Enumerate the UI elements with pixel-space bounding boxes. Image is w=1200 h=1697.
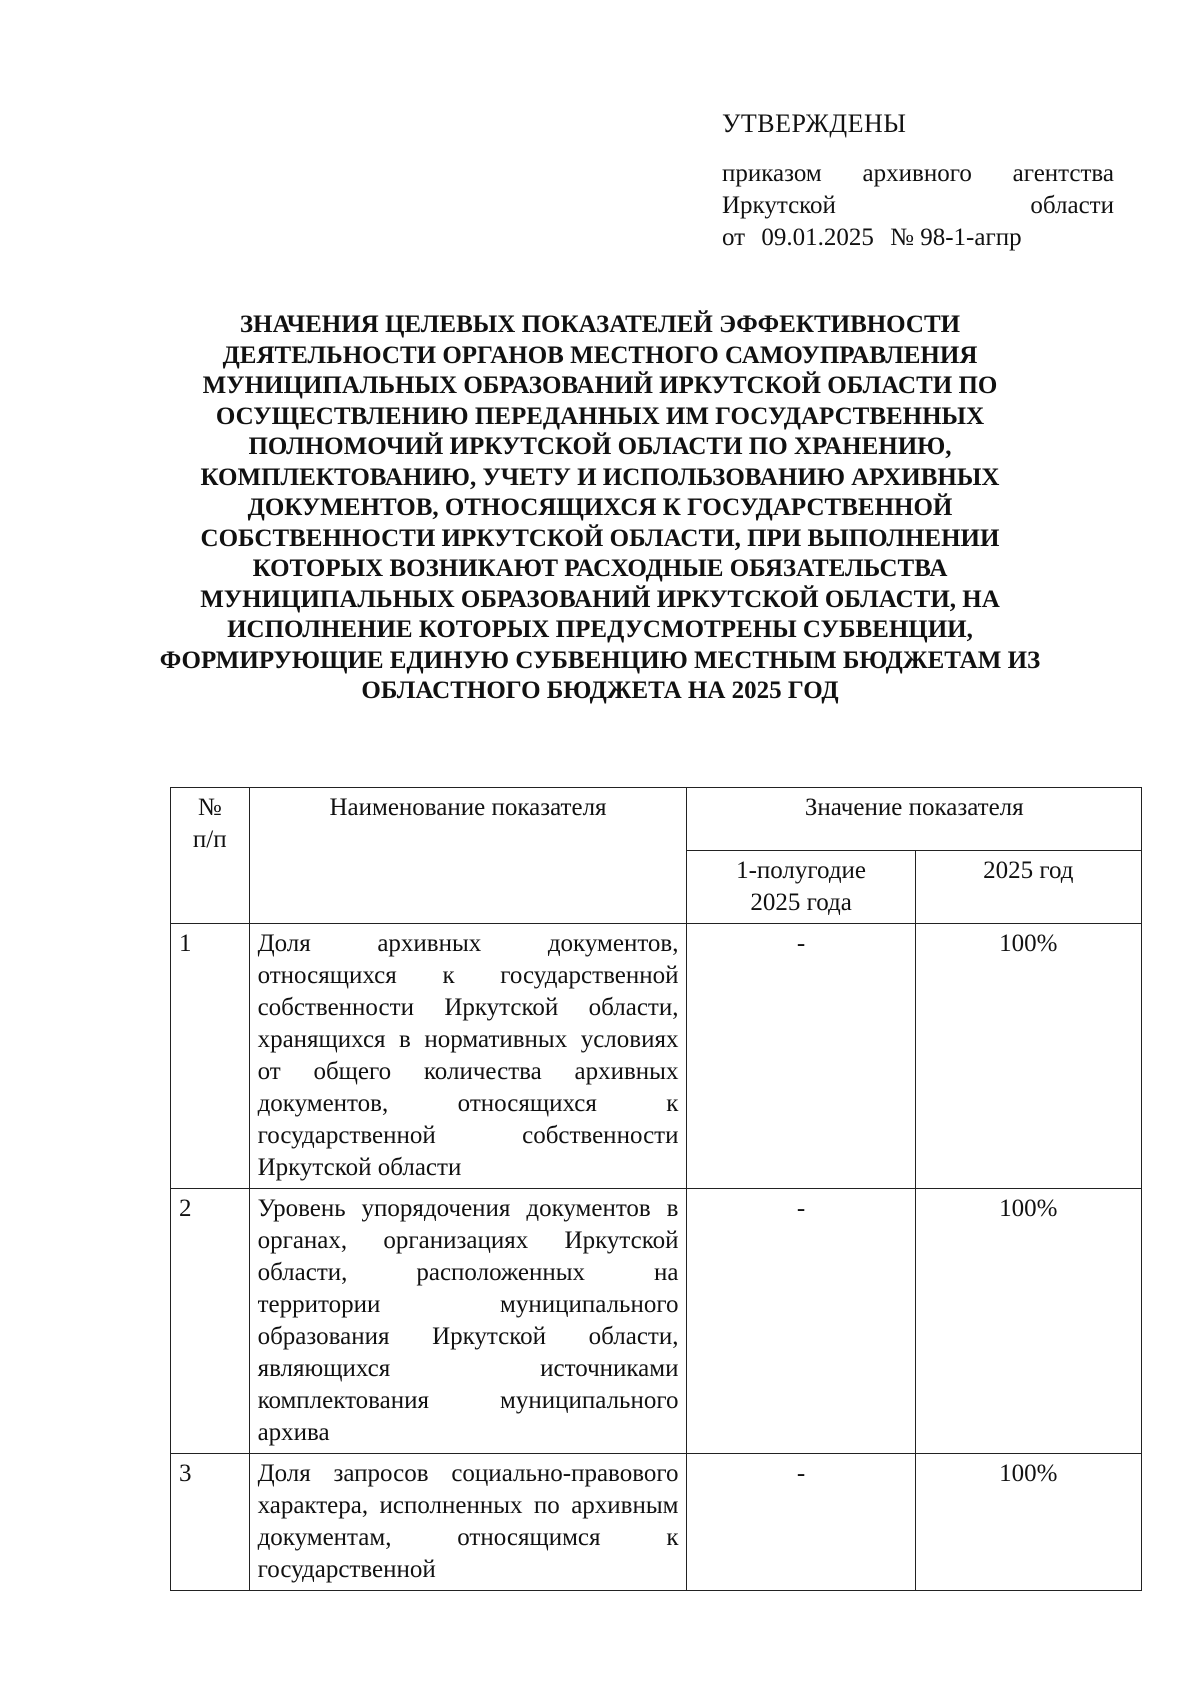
header-half-year-line1: 1-полугодие xyxy=(736,857,867,884)
row-year-value: 100% xyxy=(915,924,1141,1189)
header-half-year xyxy=(687,851,915,924)
row-half-year-value: - xyxy=(687,924,915,1189)
approval-line-region xyxy=(722,190,1114,222)
row-number: 3 xyxy=(171,1454,250,1591)
row-number: 2 xyxy=(171,1189,250,1454)
document-title: ЗНАЧЕНИЯ ЦЕЛЕВЫХ ПОКАЗАТЕЛЕЙ ЭФФЕКТИВНОСТИ ДЕЯТЕЛЬНОСТИ ОРГАНОВ МЕСТНОГО САМОУПРАВЛЕНИЯ МУНИЦИПАЛЬНЫХ ОБРАЗОВАНИЙ ИРКУТСКОЙ ОБЛАСТИ ПО ОСУЩЕСТВЛЕНИЮ ПЕРЕДАННЫХ ИМ ГОСУДАРСТВЕННЫХ ПОЛНОМОЧИЙ ИРКУТСКОЙ ОБЛАСТИ ПО ХРАНЕНИЮ, КОМПЛЕКТОВАНИЮ, УЧЕТУ И ИСПОЛЬЗОВАНИЮ АРХИВНЫХ ДОКУМЕНТОВ, ОТНОСЯЩИХСЯ К ГОСУДАРСТВЕННОЙ СОБСТВЕННОСТИ ИРКУТСКОЙ ОБЛАСТИ, ПРИ ВЫПОЛНЕНИИ КОТОРЫХ ВОЗНИКАЮТ РАСХОДНЫЕ ОБЯЗАТЕЛЬСТВА МУНИЦИПАЛЬНЫХ ОБРАЗОВАНИЙ ИРКУТСКОЙ ОБЛАСТИ, НА ИСПОЛНЕНИЕ КОТОРЫХ ПРЕДУСМОТРЕНЫ СУБВЕНЦИИ, ФОРМИРУЮЩИЕ ЕДИНУЮ СУБВЕНЦИЮ МЕСТНЫМ БЮДЖЕТАМ ИЗ ОБЛАСТНОГО БЮДЖЕТА НА 2025 ГОД xyxy=(159,311,1041,704)
approval-line-order-by: приказом архивного агентства xyxy=(722,160,1114,187)
table-row xyxy=(171,1454,1142,1591)
header-indicator-name: Наименование показателя xyxy=(249,788,687,924)
table-header-row xyxy=(171,788,1142,851)
table-row xyxy=(171,924,1142,1189)
row-indicator-name: Уровень упорядочения документов в органах, организациях Иркутской области, расположенных на территории муниципального образования Иркутской области, являющихся источниками комплектования муниципального архива xyxy=(249,1189,687,1454)
row-year-value: 100% xyxy=(915,1454,1141,1591)
approval-oblast-word: области xyxy=(1030,192,1114,219)
header-half-year-line2: 2025 года xyxy=(750,889,852,916)
header-indicator-value: Значение показателя xyxy=(687,788,1142,851)
indicators-table xyxy=(170,787,1142,1591)
table-row xyxy=(171,1189,1142,1454)
row-indicator-name: Доля архивных документов, относящихся к государственной собственности Иркутской области, хранящихся в нормативных условиях от общего количества архивных документов, относящихся к государственной собственности Иркутской области xyxy=(249,924,687,1189)
row-indicator-name: Доля запросов социально-правового характера, исполненных по архивным документам, относящимся к государственной xyxy=(249,1454,687,1591)
approval-heading: УТВЕРЖДЕНЫ xyxy=(722,109,907,138)
approval-region-word: Иркутской xyxy=(722,192,836,219)
row-half-year-value: - xyxy=(687,1454,915,1591)
order-date: 09.01.2025 xyxy=(761,224,874,251)
header-number-cell xyxy=(171,788,250,924)
row-half-year-value: - xyxy=(687,1189,915,1454)
header-year: 2025 год xyxy=(915,851,1141,924)
approval-order-details xyxy=(722,222,1114,254)
approval-stamp-block xyxy=(722,108,1114,254)
row-number: 1 xyxy=(171,924,250,1189)
header-number-symbol: № xyxy=(197,794,222,821)
order-number: № 98-1-агпр xyxy=(890,224,1022,251)
row-year-value: 100% xyxy=(915,1189,1141,1454)
order-prefix: от xyxy=(722,224,746,251)
header-number-abbrev: п/п xyxy=(192,826,227,853)
